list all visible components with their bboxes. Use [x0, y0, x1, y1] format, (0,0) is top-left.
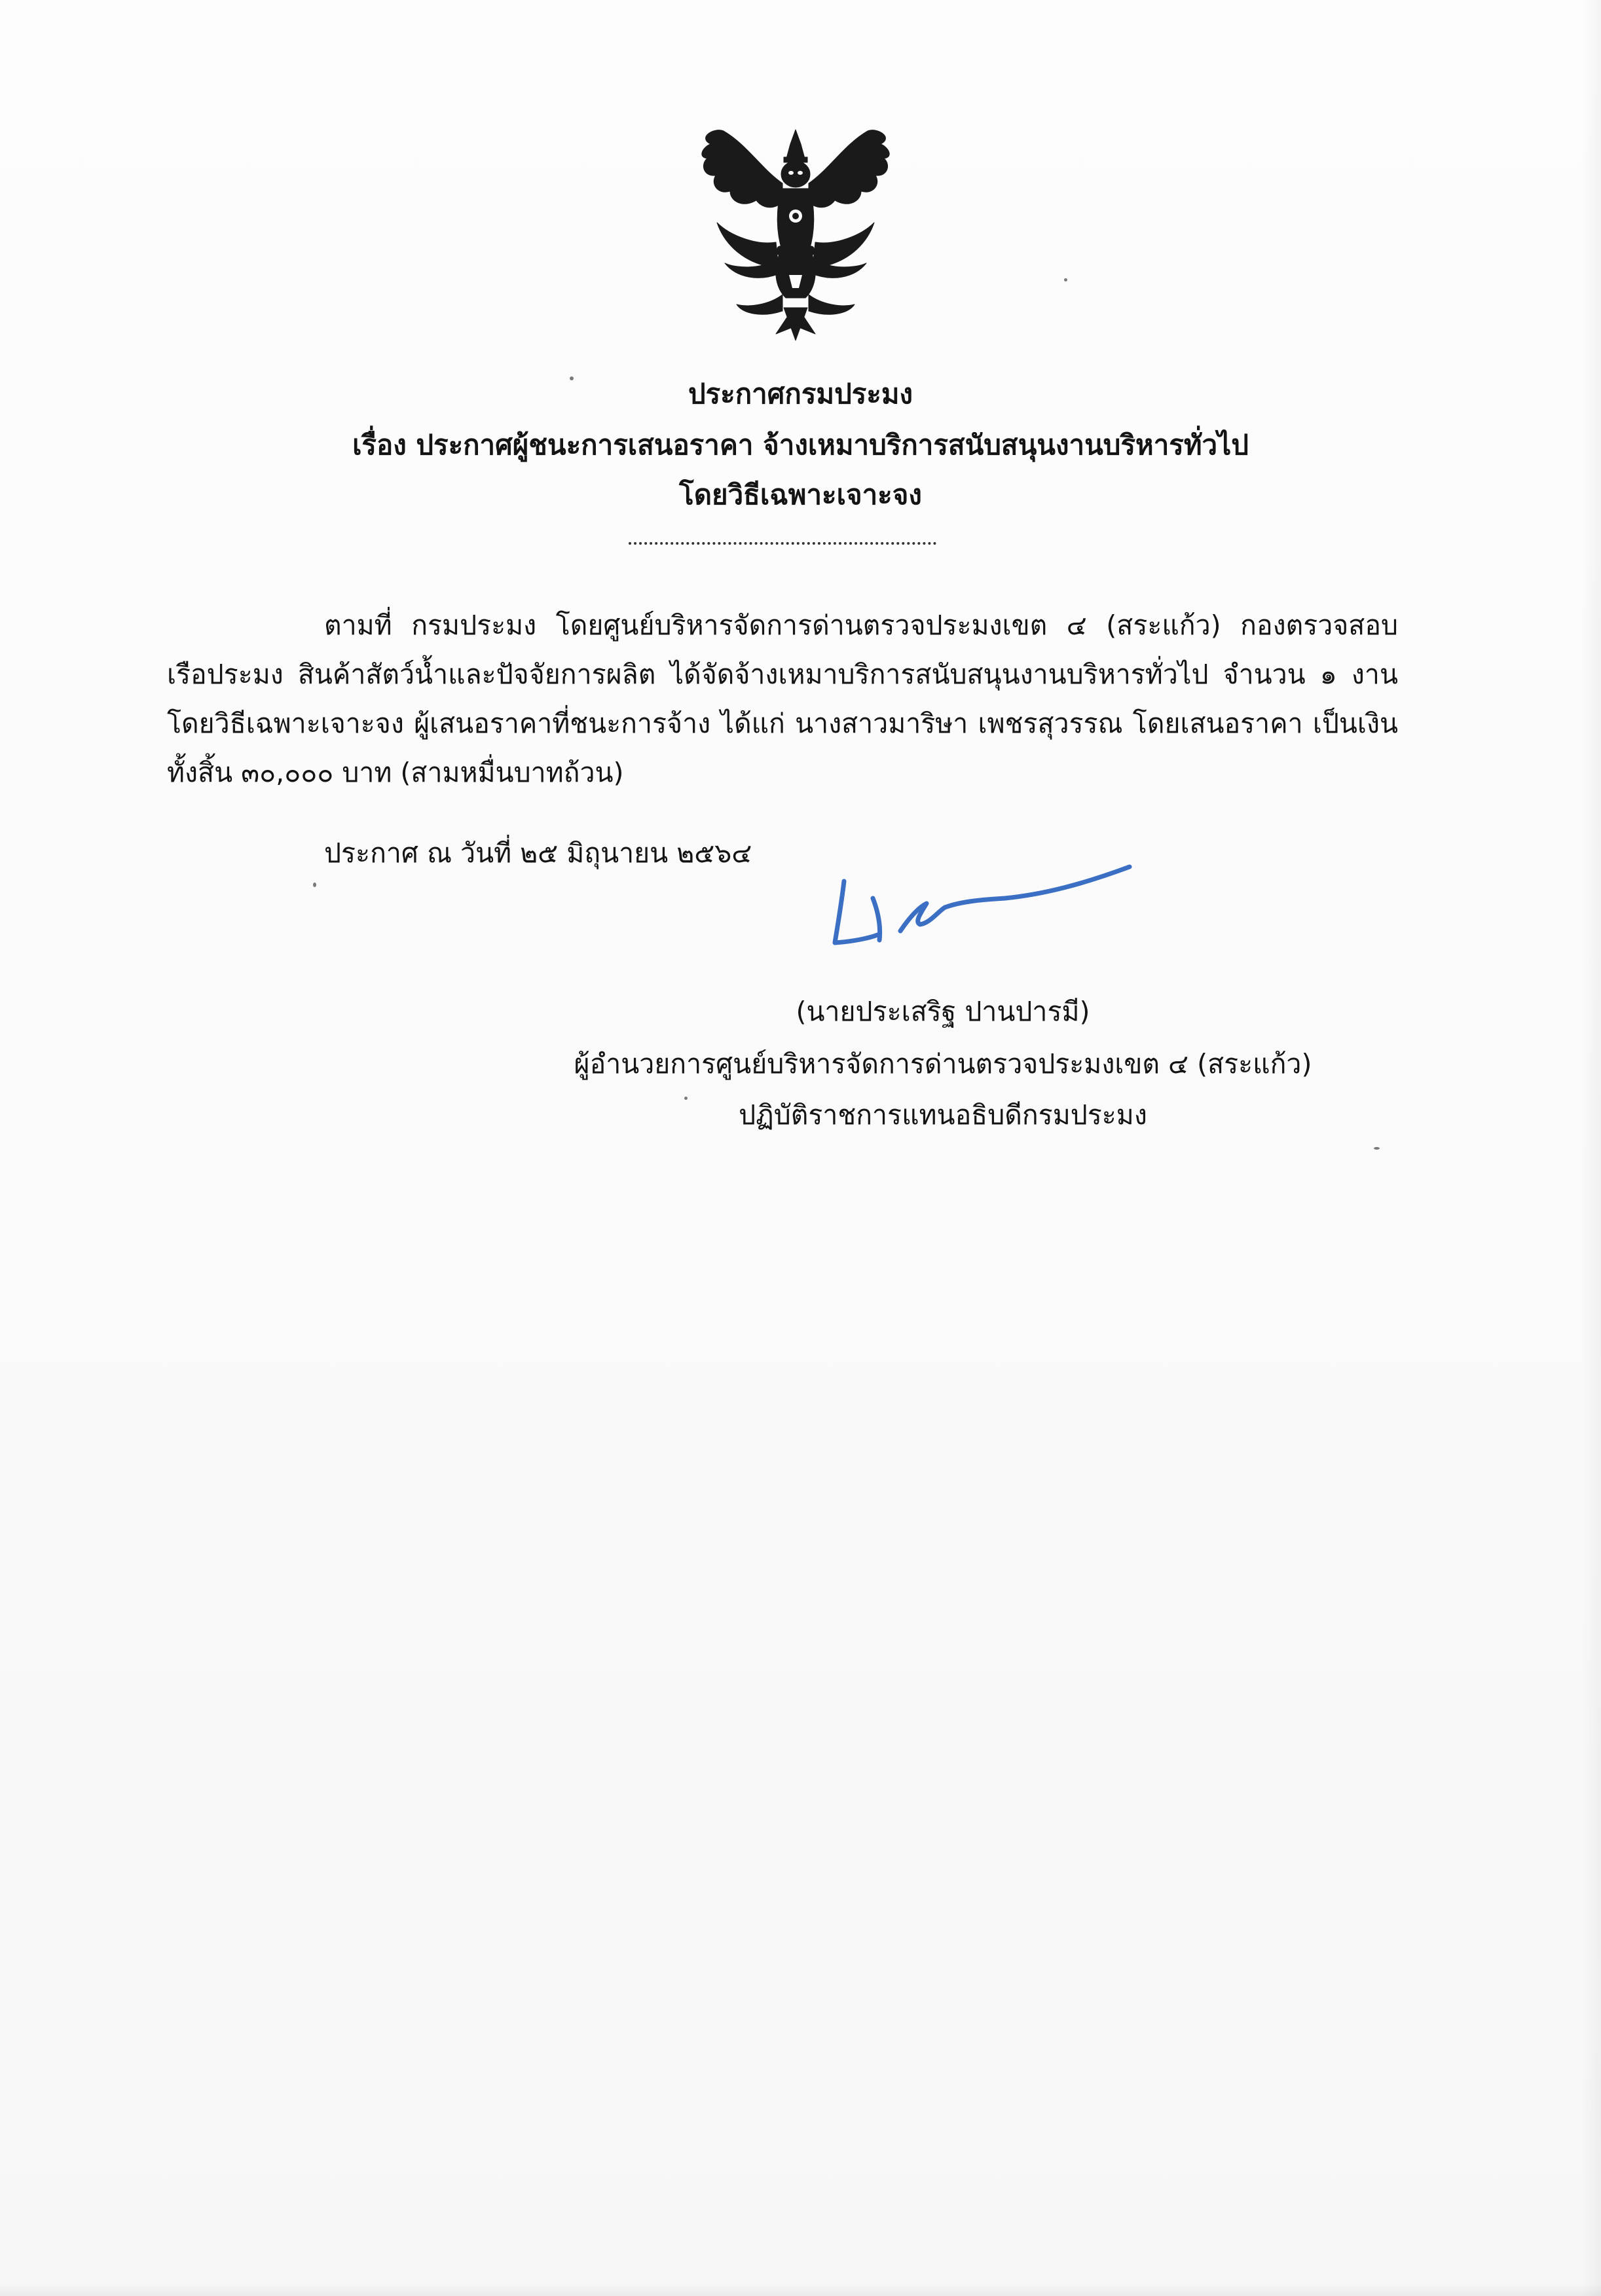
announcement-date: ประกาศ ณ วันที่ ๒๕ มิถุนายน ๒๕๖๔: [324, 837, 752, 869]
document-subject: เรื่อง ประกาศผู้ชนะการเสนอราคา จ้างเหมาบริการสนับสนุนงานบริหารทั่วไป: [352, 429, 1249, 461]
body-line-4: ทั้งสิ้น ๓๐,๐๐๐ บาท (สามหมื่นบาทถ้วน): [167, 757, 624, 788]
scan-speck: [684, 1097, 688, 1100]
signer-position: ผู้อำนวยการศูนย์บริหารจัดการด่านตรวจประมงเขต ๔ (สระแก้ว): [574, 1048, 1312, 1080]
body-line-3: โดยวิธีเฉพาะเจาะจง ผู้เสนอราคาที่ชนะการจ้าง ได้แก่ นางสาวมาริษา เพชรสุวรรณ โดยเสนอราคา เป็นเงิน: [167, 708, 1398, 739]
scan-speck: [1374, 1147, 1380, 1150]
body-line-1: ตามที่ กรมประมง โดยศูนย์บริหารจัดการด่านตรวจประมงเขต ๔ (สระแก้ว) กองตรวจสอบ: [324, 610, 1398, 641]
body-line-2: เรือประมง สินค้าสัตว์น้ำและปัจจัยการผลิต ได้จัดจ้างเหมาบริการสนับสนุนงานบริหารทั่วไป จำนวน ๑ งาน: [167, 659, 1398, 690]
dotted-separator: [629, 536, 936, 545]
scan-speck: [570, 376, 574, 380]
handwritten-signature-icon: [822, 851, 1149, 962]
scan-speck: [1064, 278, 1067, 282]
scan-speck: [313, 883, 316, 887]
document-title: ประกาศกรมประมง: [688, 378, 913, 410]
signer-acting: ปฏิบัติราชการแทนอธิบดีกรมประมง: [739, 1099, 1147, 1131]
scan-edge-bottom: [0, 2283, 1601, 2296]
scan-edge-right: [1581, 0, 1601, 2296]
document-method: โดยวิธีเฉพาะเจาะจง: [679, 479, 922, 511]
garuda-emblem-icon: [684, 118, 907, 350]
signer-name: (นายประเสริฐ ปานปารมี): [796, 996, 1090, 1027]
